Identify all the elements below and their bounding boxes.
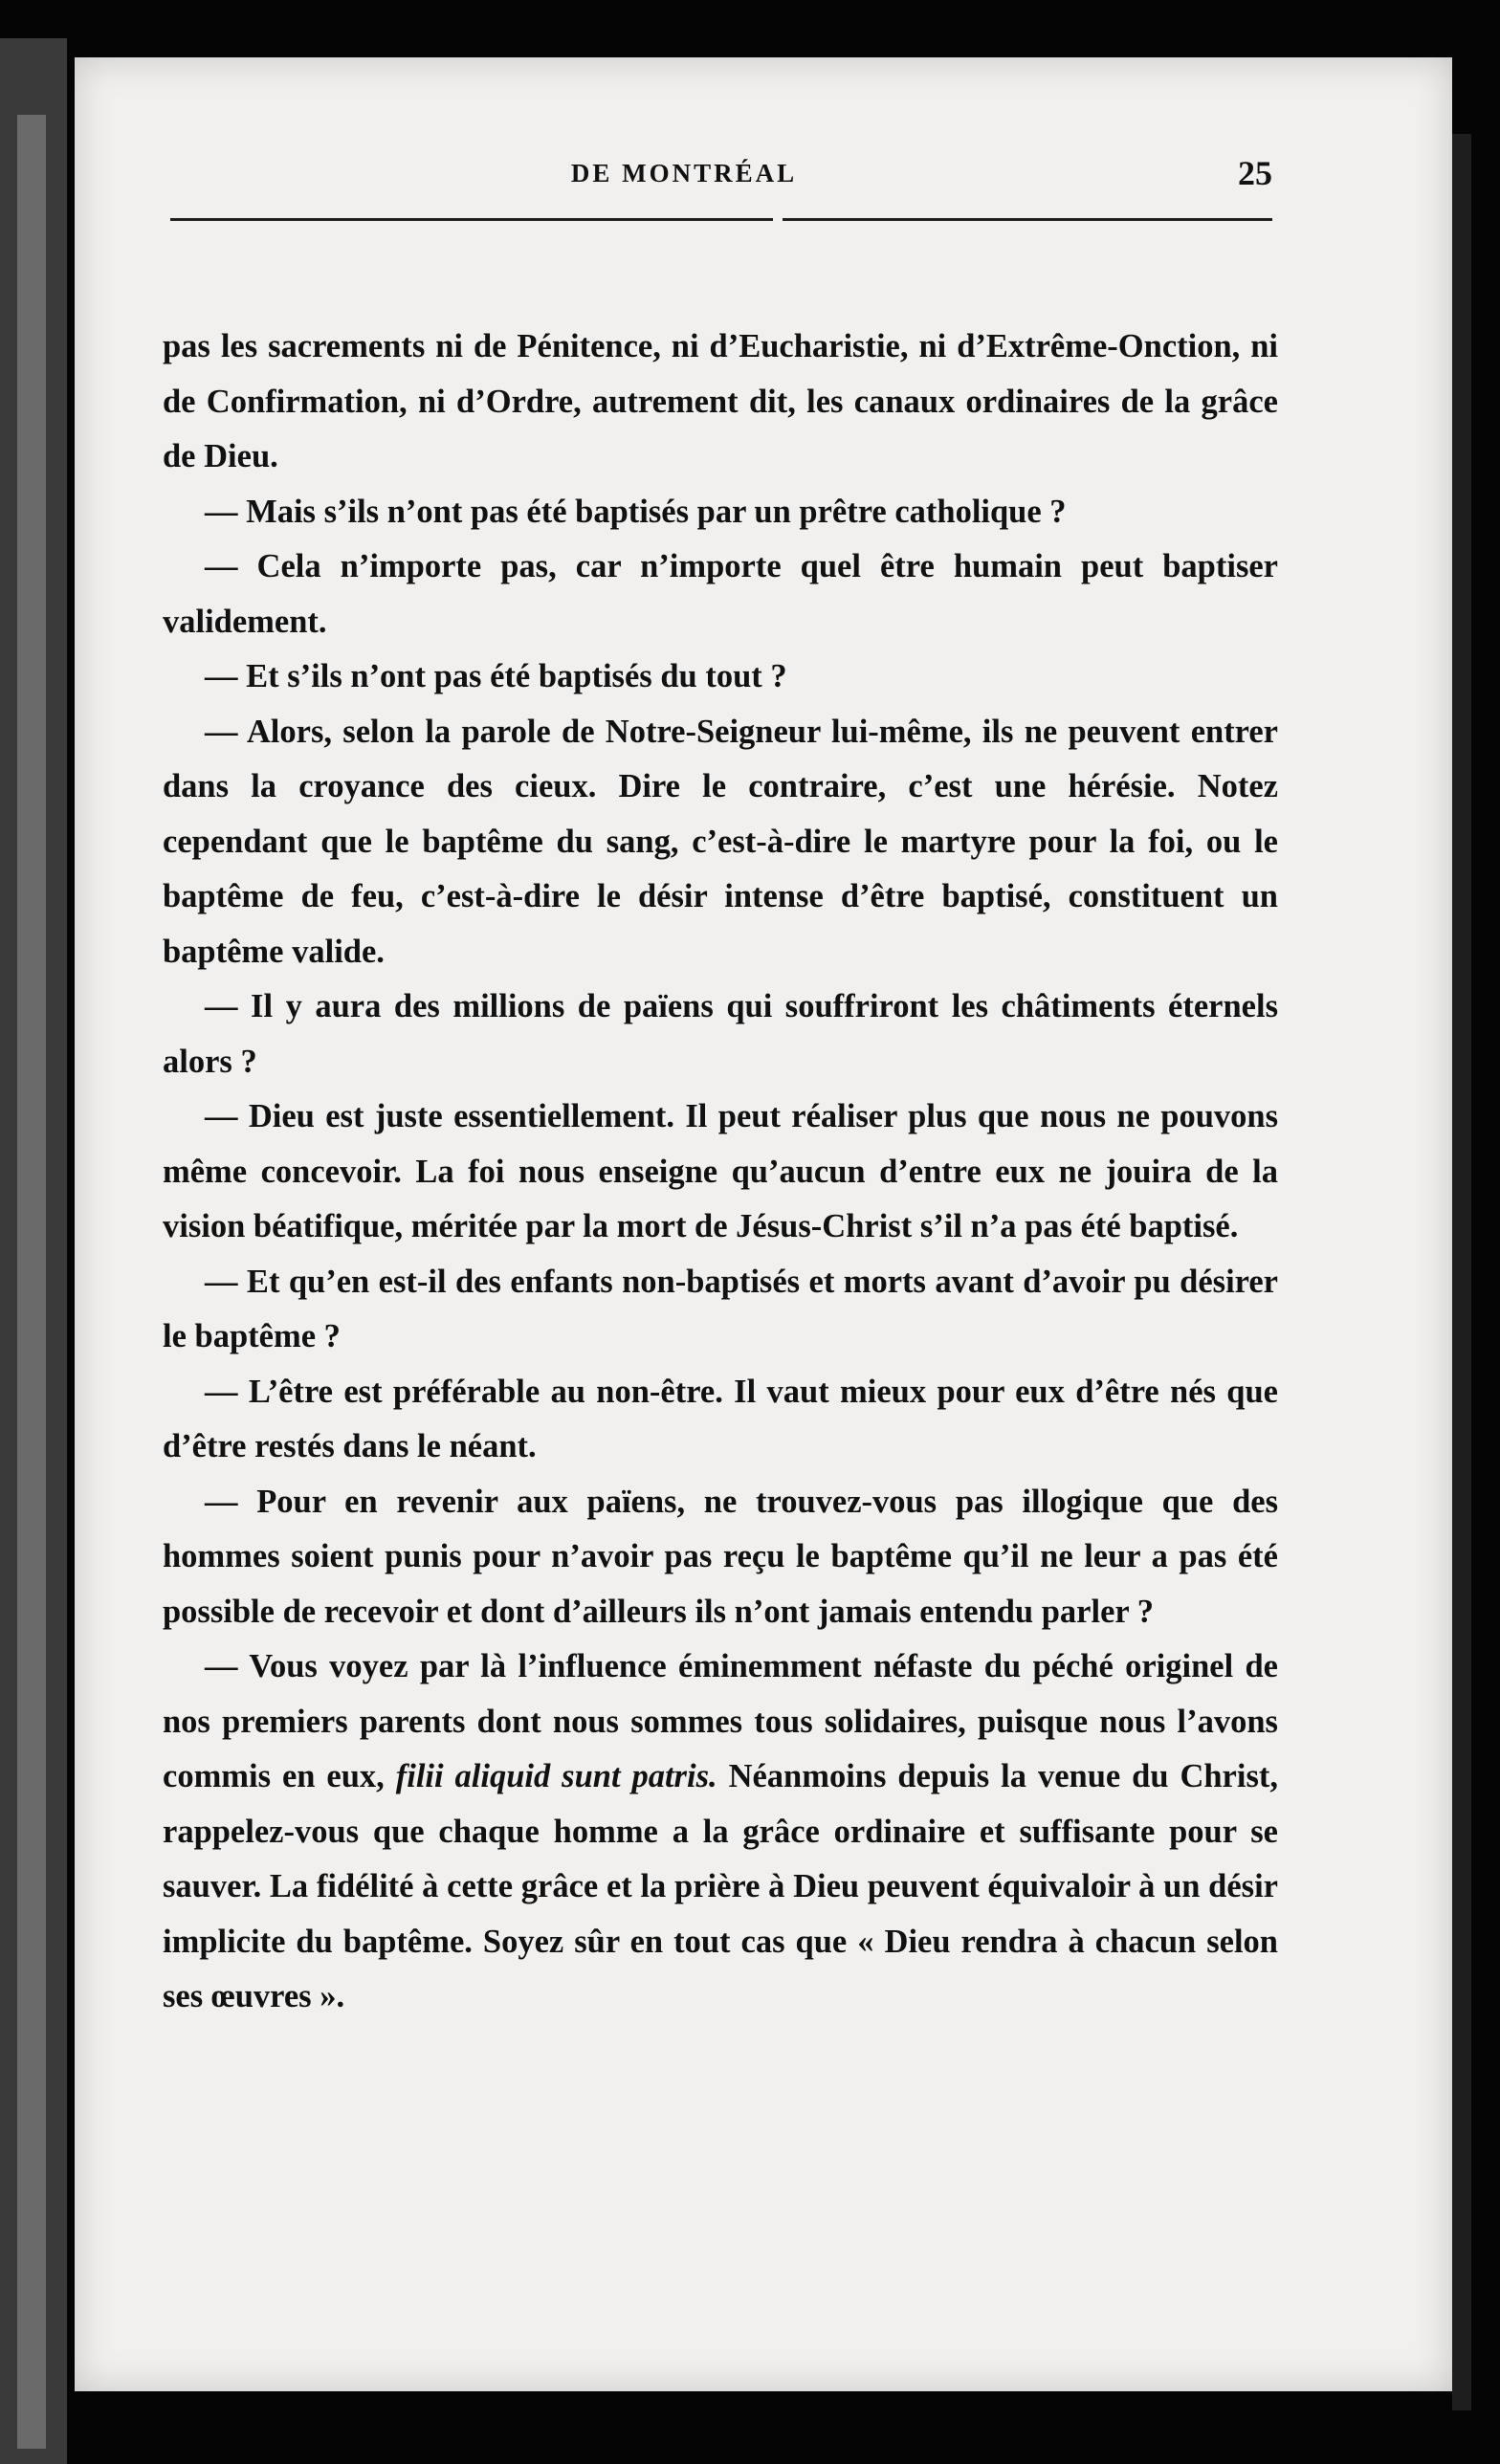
header-rule-left [170, 218, 773, 221]
paragraph-answer: — L’être est préférable au non-être. Il vaut mieux pour eux d’être nés que d’être restés dans le néant. [163, 1373, 1278, 1464]
page-header [96, 153, 1272, 210]
header-rule-right [783, 218, 1272, 221]
paragraph-continuation: pas les sacrements ni de Pénitence, ni d’Eucharistie, ni d’Extrême-Onction, ni de Confirmation, ni d’Ordre, autrement dit, les canaux ordinaires de la grâce de Dieu. [163, 328, 1278, 474]
paragraph-question: — Et qu’en est-il des enfants non-baptisés et morts avant d’avoir pu désirer le baptême ? [163, 1263, 1278, 1354]
latin-phrase: filii aliquid sunt patris. [395, 1758, 717, 1794]
paragraph-answer: — Cela n’importe pas, car n’importe quel être humain peut baptiser validement. [163, 548, 1278, 640]
page-right-shadow [1452, 134, 1471, 2410]
paragraph-question: — Et s’ils n’ont pas été baptisés du tout ? [205, 658, 787, 694]
paragraph-question: — Pour en revenir aux païens, ne trouvez-vous pas illogique que des hommes soient punis pour n’avoir pas reçu le baptême qu’il ne leur a pas été possible de recevoir et dont d’ailleurs ils n’ont jamais entendu parler ? [163, 1483, 1278, 1630]
paragraph-answer: — Alors, selon la parole de Notre-Seigneur lui-même, ils ne peuvent entrer dans la croyance des cieux. Dire le contraire, c’est une hérésie. Notez cependant que le baptême du sang, c’est-à-dire le martyre pour la foi, ou le baptême de feu, c’est-à-dire le désir intense d’être baptisé, constituent un baptême valide. [163, 713, 1278, 970]
paragraph-question: — Il y aura des millions de païens qui souffriront les châtiments éternels alors ? [163, 988, 1278, 1080]
body-text [163, 319, 1278, 2025]
paragraph-answer-part: Néanmoins depuis la venue du Christ, rappelez-vous que chaque homme a la grâce ordinaire et suffisante pour se sauver. La fidélité à cette grâce et la prière à Dieu peuvent équivaloir à un désir implicite du baptême. Soyez sûr en tout cas que « Dieu rendra à chacun selon ses œuvres ». [163, 1758, 1278, 2014]
paragraph-question: — Mais s’ils n’ont pas été baptisés par un prêtre catholique ? [205, 493, 1067, 530]
paragraph-answer: — Dieu est juste essentiellement. Il peut réaliser plus que nous ne pouvons même concevoir. La foi nous enseigne qu’aucun d’entre eux ne jouira de la vision béatifique, méritée par la mort de Jésus-Christ s’il n’a pas été baptisé. [163, 1098, 1278, 1244]
page-number: 25 [1238, 154, 1272, 192]
paragraph-answer [163, 1639, 1278, 2025]
paragraph-answer-part: — Vous voyez par là l’influence éminemment néfaste du péché originel de nos premiers parents dont nous sommes tous solidaires, puisque nous l’avons commis en eux, [163, 1648, 1278, 1794]
running-head: DE MONTRÉAL [570, 159, 798, 187]
adjacent-page-edge [0, 38, 67, 2464]
adjacent-page-edge-inner [17, 115, 46, 2449]
